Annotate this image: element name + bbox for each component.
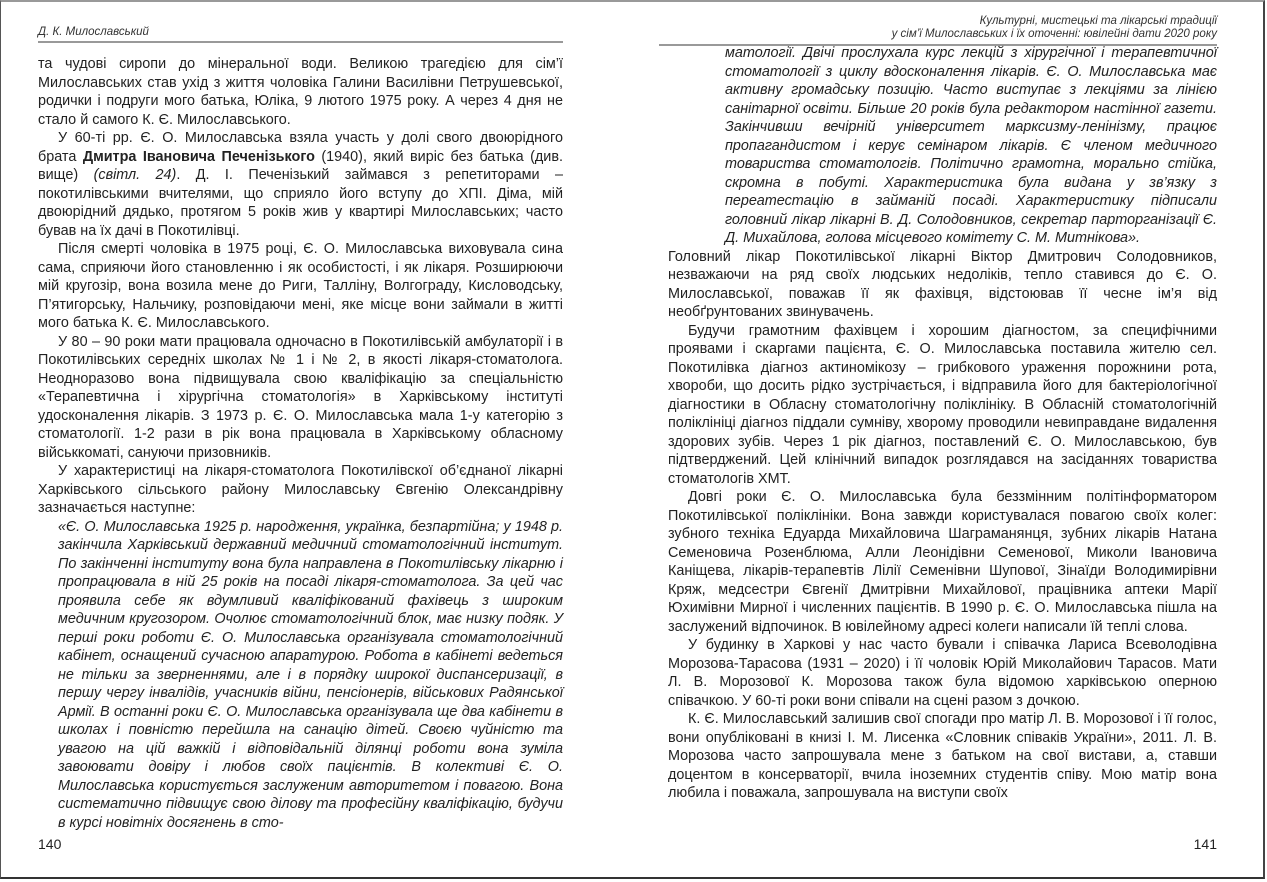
page-number: 141 xyxy=(1193,836,1217,852)
left-page-body xyxy=(38,55,563,832)
page-number: 140 xyxy=(38,836,62,852)
paragraph: К. Є. Милославський залишив свої спогади про матір Л. В. Морозової і її голос, вони опубліковані в книзі І. М. Лисенка «Словник співаків України», 2011. Л. В. Морозова часто запрошувала мене з батьком на свої вистави, а, ставши доцентом в консерваторії, вчила іноземних студентів співу. Мою матір вона любила і поважала, запрошувала на виступи своїх xyxy=(668,711,1217,801)
paragraph: У характеристиці на лікаря-стоматолога Покотилівскої об’єднаної лікарні Харківського сільського району Милославську Євгенію Олександрівну зазначається наступне: xyxy=(38,463,563,516)
paragraph: та чудові сиропи до мінеральної води. Великою трагедією для сім’ї Милославських став ухід з життя чоловіка Галини Василівни Петрушевської, родички і подруги мого батька, Юліка, 9 лютого 1975 року. А через 4 дня не стало й самого К. Є. Милославського. xyxy=(38,56,563,128)
right-page-body xyxy=(668,44,1217,803)
running-head-left: Д. К. Милославський xyxy=(38,26,563,43)
paragraph: У будинку в Харкові у нас часто бували і співачка Лариса Всеволодівна Морозова-Тарасова (1931 – 2020) і її чоловік Юрій Миколайович Тарасов. Мати Л. В. Морозової К. Морозова також була відомою харківською оперною співачкою. У 60-ті роки вони співали на сцені разом з дочкою. xyxy=(668,637,1217,709)
paragraph: Довгі роки Є. О. Милославська була беззмінним політінформатором Покотилівської поліклініки. Вона завжди користувалася повагою своїх колег: зубного техніка Едуарда Михайловича Шаграманянця, зубних лікарів Натана Семеновича Розенблюма, Алли Леонідівни Семенової, Миколи Івановича Каніщева, лікарів-терапевтів Лілії Семенівни Шупової, Зінаїди Володимирівни Кряж, медсестри Євгенії Дмитрівни Михайлової, працівника аптеки Марії Юхимівни Мирної і численних пацієнтів. В 1990 р. Є. О. Милославська пішла на заслужений відпочинок. В ювілейному адресі колеги написали їй теплі слова. xyxy=(668,489,1217,635)
paragraph: У 80 – 90 роки мати працювала одночасно в Покотилівській амбулаторії і в Покотилівських середніх школах № 1 і № 2, в якості лікаря-стоматолога. Неодноразово вона підвищувала свою кваліфікацію за спеціальністю «Терапевтична і хірургічна стоматологія» в Харківському інституті удосконалення лікарів. З 1973 р. Є. О. Милославська мала 1-у категорію з стоматології. 1-2 рази в рік вона працювала в Харківському обласному військкоматі, сануючи призовників. xyxy=(38,333,563,461)
paragraph: Будучи грамотним фахівцем і хорошим діагностом, за специфічними проявами і скаргами пацієнта, Є. О. Милославська поставила жителю сел. Покотилівка діагноз актиномікозу – грибкового ураження порожнини рота, хвороби, що досить рідко зустрічається, і відправила його для бактеріологічної діагностики в Обласну стоматологічну поліклініку. В Обласній стоматологічній поліклініці діагноз піддали сумніву, хворому проводили невиправдане видалення здорових зубів. Через 1 рік діагноз, поставлений Є. О. Милославською, був підтверджений. Цей клінічний випадок розглядався на засіданнях товариства стоматологів ХМТ. xyxy=(668,322,1217,487)
bold-name: Дмитра Івановича Печенізького xyxy=(82,148,315,165)
right-page xyxy=(668,0,1217,880)
paragraph: У 60-ті рр. Є. О. Милославська взяла участь у долі свого двоюрідного брата Дмитра Івановича Печенізького (1940), який виріс без батька (див. вище) (світл. 24). Д. І. Печенізький займався з репетиторами – покотилівськими вчителями, що сприяло його вступу до ХПІ. Діма, мій двоюрідний дядько, протягом 5 років жив у квартирі Милославських; часто бував на їх дачі в Покотилівці. xyxy=(38,130,563,239)
quote-block: «Є. О. Милославська 1925 р. народження, українка, безпартійна; у 1948 р. закінчила Харківський державний медичний стоматологічний інститут. По закінченні інституту вона була направлена в Покотилівську лікарню і пропрацювала в ній 25 років на посаді лікаря-стоматолога. За цей час проявила себе як вдумливий кваліфікований фахівець з широким медичним кругозором. Очолює стоматологічний блок, має низку подяк. У перші роки роботи Є. О. Милославська організувала стоматологічний кабінет, оснащений сучасною апаратурою. Робота в кабінеті ведеться не тільки за зверненнями, але і в порядку широкої диспансеризації, в першу чергу інвалідів, учасників війни, пенсіонерів, військових Радянської Армії. В останні роки Є. О. Милославська організувала ще два кабінети в школах і повністю перейшла на санацію дітей. Своєю чуйністю та увагою на цій важкій і відповідальній ділянці роботи вона зуміла завоювати довіру і любов своїх пацієнтів. В колективі Є. О. Милославська користується заслуженим авторитетом і повагою. Вона систематично підвищує свою ділову та професійну кваліфікацію, будучи в курсі новітніх досягнень в сто- xyxy=(58,518,563,831)
left-page xyxy=(38,0,563,880)
paragraph: Головний лікар Покотилівської лікарні Віктор Дмитрович Солодовников, незважаючи на ряд своїх людських недоліків, тепло ставився до Є. О. Милославської, поважав її як фахівця, відстоював її чесне ім’я від необґрунтованих звинувачень. xyxy=(668,248,1217,320)
photo-reference: (світл. 24) xyxy=(93,167,177,183)
running-head-right: Культурні, мистецькі та лікарські традиції у сім’ї Милославських і їх оточенні: ювілейні дати 2020 року xyxy=(659,15,1217,46)
paragraph: Після смерті чоловіка в 1975 році, Є. О. Милославська виховувала сина сама, сприяючи його становленню і як особистості, і як лікаря. Розширюючи мій кругозір, вона возила мене до Риги, Талліну, Волгограду, Кисловодську, П’ятигорську, Нальчику, розповідаючи мені, яке місце вони займали в житті мого батька К. Є. Милославського. xyxy=(38,241,563,331)
quote-block-continued: матології. Двічі прослухала курс лекцій з хірургічної і терапевтичної стоматології з циклу вдосконалення лікарів. Є. О. Милославська має активну громадську позицію. Часто виступає з лекціями за лінією санітарної освіти. Більше 20 років була редактором настінної газети. Закінчивши вечірній університет марксизму-ленінізму, працює пропагандистом і керує семінаром лікарів. Є членом медичного товариства стоматологів. Політично грамотна, морально стійка, скромна в побуті. Характеристика була видана у зв’язку з переатестацію в займаній посаді. Характеристику підписали головний лікар лікарні В. Д. Солодовников, секретар парторганізації Є. Д. Михайлова, голова місцевого комітету С. М. Митнікова». xyxy=(725,45,1217,246)
